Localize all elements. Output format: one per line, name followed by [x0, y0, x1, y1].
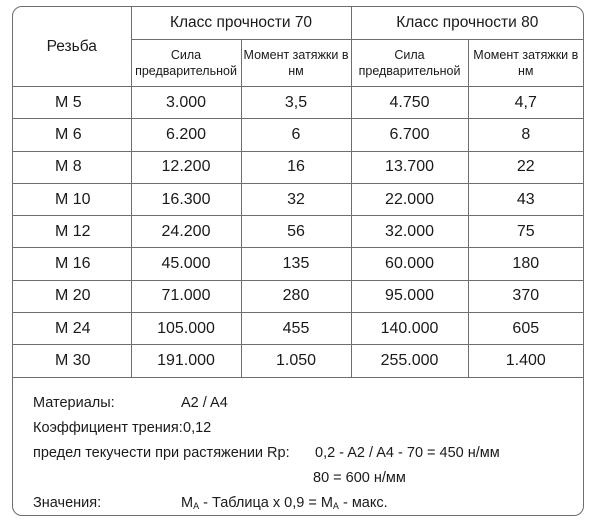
preload-force-70-cell: 3.000 [131, 87, 241, 119]
preload-force-70-cell: 24.200 [131, 216, 241, 248]
tightening-torque-80-cell: 43 [468, 183, 583, 215]
tightening-torque-80-cell: 370 [468, 280, 583, 312]
preload-force-header-80: Сила предварительной [351, 40, 468, 87]
class-70-header: Класс прочности 70 [131, 7, 351, 40]
thread-cell: M 8 [13, 151, 131, 183]
tightening-torque-80-cell: 22 [468, 151, 583, 183]
preload-force-80-cell: 32.000 [351, 216, 468, 248]
tightening-torque-80-cell: 605 [468, 313, 583, 345]
thread-cell: M 16 [13, 248, 131, 280]
friction-value: 0,12 [183, 420, 212, 436]
values-label: Значения: [33, 495, 102, 511]
table-row [13, 87, 583, 119]
tightening-torque-header-70: Момент затяжки в нм [241, 40, 351, 87]
tightening-torque-80-cell: 1.400 [468, 345, 583, 377]
preload-force-80-cell: 4.750 [351, 87, 468, 119]
yield-strength-value-80: 80 = 600 н/мм [313, 470, 406, 486]
tightening-torque-80-cell: 180 [468, 248, 583, 280]
thread-cell: M 24 [13, 313, 131, 345]
preload-force-80-cell: 255.000 [351, 345, 468, 377]
preload-force-80-cell: 6.700 [351, 119, 468, 151]
table-row [13, 216, 583, 248]
preload-force-70-cell: 105.000 [131, 313, 241, 345]
friction-label: Коэффициент трения: [33, 420, 183, 436]
formula-subscript: A [193, 501, 200, 511]
preload-force-70-cell: 6.200 [131, 119, 241, 151]
thread-header: Резьба [13, 7, 131, 87]
table-row [13, 183, 583, 215]
materials-value: A2 / A4 [181, 395, 228, 411]
preload-force-80-cell: 95.000 [351, 280, 468, 312]
thread-cell: M 20 [13, 280, 131, 312]
tightening-torque-70-cell: 56 [241, 216, 351, 248]
values-formula [181, 495, 388, 511]
tightening-torque-header-80: Момент затяжки в нм [468, 40, 583, 87]
tightening-torque-70-cell: 32 [241, 183, 351, 215]
tightening-torque-70-cell: 280 [241, 280, 351, 312]
torque-table [13, 7, 583, 378]
table-row [13, 313, 583, 345]
preload-force-70-cell: 71.000 [131, 280, 241, 312]
tightening-torque-80-cell: 4,7 [468, 87, 583, 119]
table-row [13, 119, 583, 151]
tightening-torque-80-cell: 8 [468, 119, 583, 151]
formula-symbol: M [181, 495, 194, 511]
torque-table-card [12, 6, 584, 516]
preload-force-70-cell: 12.200 [131, 151, 241, 183]
preload-force-80-cell: 13.700 [351, 151, 468, 183]
formula-subscript-2: A [332, 501, 339, 511]
preload-force-80-cell: 60.000 [351, 248, 468, 280]
table-row [13, 248, 583, 280]
preload-force-header-70: Сила предварительной [131, 40, 241, 87]
preload-force-80-cell: 22.000 [351, 183, 468, 215]
preload-force-80-cell: 140.000 [351, 313, 468, 345]
formula-middle: - Таблица x 0,9 = M [203, 495, 333, 511]
preload-force-70-cell: 45.000 [131, 248, 241, 280]
tightening-torque-70-cell: 135 [241, 248, 351, 280]
thread-cell: M 30 [13, 345, 131, 377]
table-row [13, 280, 583, 312]
tightening-torque-70-cell: 3,5 [241, 87, 351, 119]
preload-force-70-cell: 16.300 [131, 183, 241, 215]
tightening-torque-80-cell: 75 [468, 216, 583, 248]
materials-label: Материалы: [33, 395, 115, 411]
class-80-header: Класс прочности 80 [351, 7, 583, 40]
yield-strength-label: предел текучести при растяжении Rp: [33, 445, 290, 461]
tightening-torque-70-cell: 16 [241, 151, 351, 183]
thread-cell: M 5 [13, 87, 131, 119]
tightening-torque-70-cell: 455 [241, 313, 351, 345]
thread-cell: M 6 [13, 119, 131, 151]
thread-cell: M 10 [13, 183, 131, 215]
preload-force-70-cell: 191.000 [131, 345, 241, 377]
yield-strength-value-70: 0,2 - A2 / A4 - 70 = 450 н/мм [315, 445, 500, 461]
tightening-torque-70-cell: 1.050 [241, 345, 351, 377]
table-row [13, 345, 583, 377]
tightening-torque-70-cell: 6 [241, 119, 351, 151]
formula-end: - макс. [342, 495, 388, 511]
thread-cell: M 12 [13, 216, 131, 248]
table-row [13, 151, 583, 183]
